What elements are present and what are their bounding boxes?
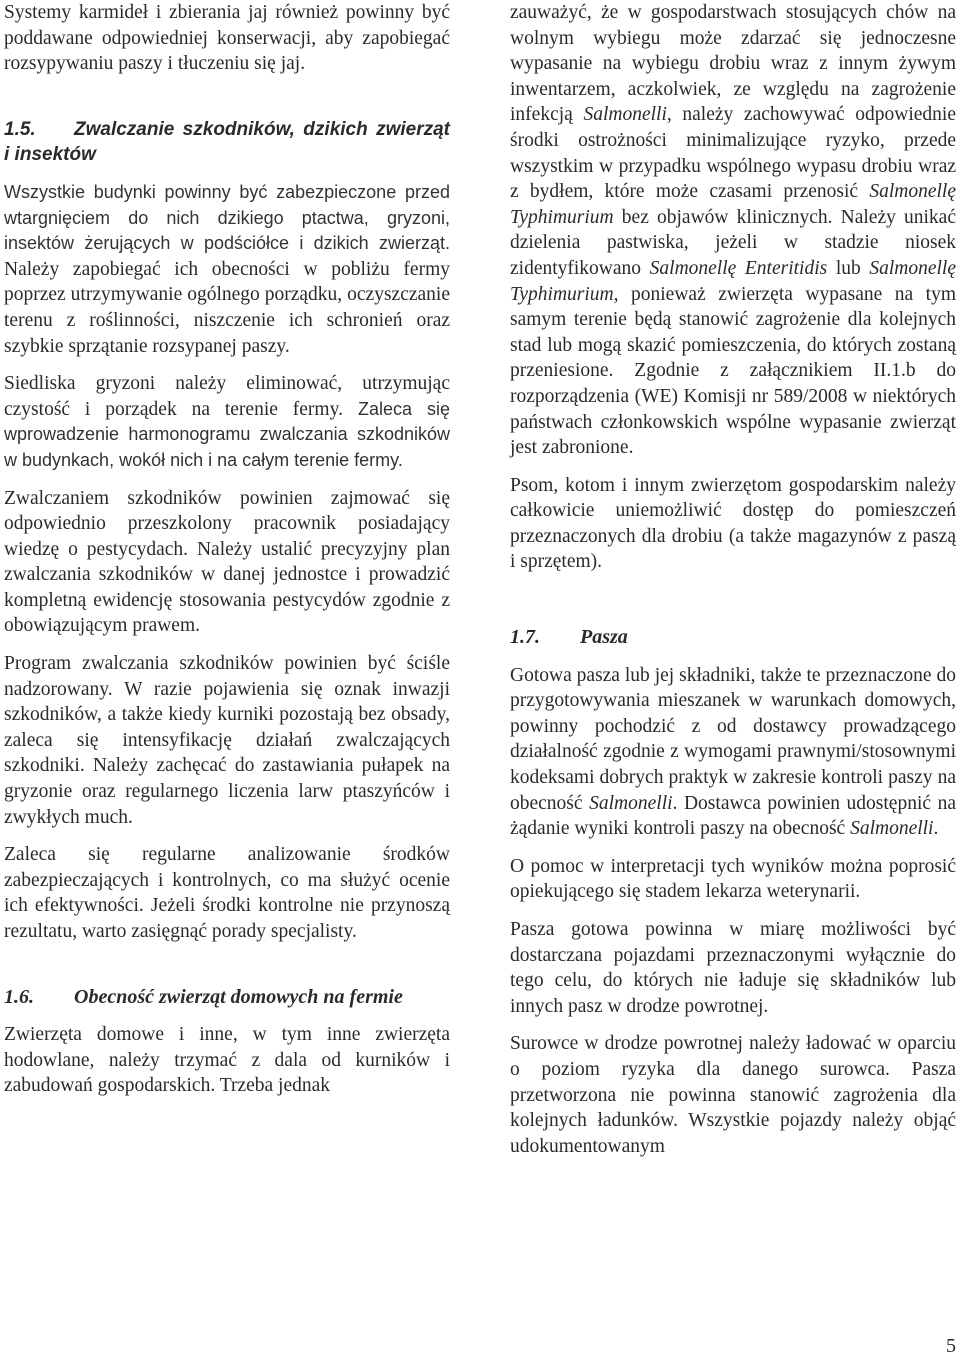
text-run: Pasza gotowa powinna w miarę możliwości być dostarczana pojazdami przeznaczonymi wyłącznie do tego celu, do których nie ładuje się składników lub innych pasz w drodze powrotnej. (510, 919, 956, 1017)
italic-term: Salmonelli (583, 104, 667, 126)
paragraph-free-range (510, 0, 956, 461)
text-run: bez objawów klinicznych. Należy unikać dzielenia pastwiska, jeżeli w stadzie niosek zidentyfikowano (510, 206, 956, 279)
text-run: Gotowa pasza lub jej składniki, także te przeznaczone do przygotowywania mieszanek w warunkach domowych, powinny pochodzić z od dostawcy prowadzącego działalność zgodnie z wymogami prawnymi/stosownymi kodeksami dobrych praktyk w zakresie kontroli paszy na obecność (510, 664, 956, 814)
section-heading-1-7 (510, 625, 956, 651)
text-run: Program zwalczania szkodników powinien być ściśle nadzorowany. (4, 653, 450, 700)
paragraph-feeders (4, 0, 450, 77)
section-title: Obecność zwierząt domowych na fermie (74, 985, 403, 1008)
right-column (510, 0, 956, 1171)
italic-term: Salmonelli (589, 792, 673, 814)
paragraph-program (4, 651, 450, 830)
paragraph-domestic-animals (4, 1022, 450, 1099)
paragraph-return-cargo (510, 1031, 956, 1159)
section-heading-1-6 (4, 985, 450, 1011)
text-run: Zwalczaniem szkodników powinien zajmować się odpowiednio przeszkolony pracownik posiadający wiedzę o pestycydach. (4, 487, 450, 560)
section-title: Zwalczanie szkodników, dzikich zwierząt i insektów (4, 118, 450, 166)
italic-term: Salmonellę Enteritidis (649, 257, 828, 279)
text-run: Jeżeli środki kontrolne nie przynoszą rezultatu, warto zasięgnąć porady specjalisty. (4, 895, 450, 942)
text-run: , ponieważ zwierzęta wypasane na tym samym terenie będą stanowić zagrożenie dla kolejnych stad lub mogą skazić pomieszczenia, do których zostaną przeniesione. Zgodnie z załącznikiem II.1.b do rozporządzenia (WE) Komisji nr 589/2008 w niektórych państwach członkowskich wspólne wypasanie zwierząt jest zabronione. (510, 283, 956, 459)
text-run: Zaleca się regularne analizowanie środków zabezpieczających i kontrolnych, co ma służyć ocenie ich efektywności. (4, 844, 450, 917)
text-run: Psom, kotom i innym zwierzętom gospodarskim należy całkowicie uniemożliwić dostęp do pomieszczeń przeznaczonych dla drobiu (a także magazynów z paszą i sprzętem). (510, 474, 956, 573)
text-run: Należy zapobiegać ich obecności w pobliżu fermy poprzez utrzymywanie ogólnego porządku, oczyszczanie terenu z roślinności, niszczenie ich schronień oraz szybkie sprzątanie rozsypanej paszy. (4, 258, 450, 357)
section-number: 1.6. (4, 985, 34, 1008)
text-run: . Dostawca powinien udostępnić na żądanie wyniki kontroli paszy na obecność (510, 792, 956, 840)
section-number: 1.7. (510, 626, 540, 649)
italic-term: Salmonellę Typhimurium (510, 181, 956, 228)
text-run: Trzeba jednak (215, 1075, 331, 1097)
text-run: , należy zachowywać odpowiednie środki ostrożności minimalizujące ryzyko, przede wszystkim w przypadku wspólnego wypasu drobiu wraz z bydłem, które może czasami przenosić (510, 104, 956, 203)
paragraph-feed-supplier (510, 663, 956, 842)
paragraph-buildings (4, 180, 450, 359)
left-column (4, 0, 450, 1111)
italic-term: Salmonellę Typhimurium (510, 257, 957, 305)
text-run: Należy zachęcać do zastawiania pułapek na gryzonie oraz regularnego liczenia larw ptaszyńców i zwykłych much. (4, 755, 450, 828)
paragraph-analysis (4, 842, 450, 944)
section-number: 1.5. (4, 118, 36, 140)
paragraph-pest-worker (4, 486, 450, 640)
text-run: Zwierzęta domowe i inne, w tym inne zwierzęta hodowlane, należy trzymać z dala od kurników i zabudowań gospodarskich. (4, 1024, 450, 1097)
text-run: Surowce w drodze powrotnej należy ładować w oparciu o poziom ryzyka dla danego surowca. (510, 1033, 956, 1080)
page-number: 5 (946, 1335, 956, 1357)
text-run: Systemy karmideł i zbierania jaj również powinny być poddawane odpowiedniej konserwacji, aby zapobiegać rozsypywaniu paszy i tłuczeniu się jaj. (4, 2, 450, 75)
text-run: W razie pojawienia się oznak inwazji szkodników, a także kiedy kurniki pozostają bez obsady, zaleca się intensyfikację działań zwalczających szkodniki. (4, 678, 450, 777)
section-title: Pasza (580, 626, 628, 649)
paragraph-transport (510, 917, 956, 1019)
text-run: O pomoc w interpretacji tych wyników można poprosić opiekującego się stadem lekarza weterynarii. (510, 855, 956, 903)
section-heading-1-5 (4, 117, 450, 168)
text-run: lub (827, 257, 870, 279)
text-run: Pasza przetworzona nie powinna stanowić zagrożenia dla kolejnych ładunków. Wszystkie pojazdy należy objąć udokumentowanym (510, 1058, 956, 1157)
text-run: Wszystkie budynki powinny być zabezpieczone przed wtargnięciem do nich dzikiego ptactwa, gryzoni, insektów żerujących w podściółce i dzikich zwierząt. (4, 181, 450, 254)
paragraph-vet-help (510, 854, 956, 905)
paragraph-rodents (4, 371, 450, 473)
text-run: . (933, 818, 939, 840)
italic-term: Salmonelli (850, 818, 934, 840)
text-run: Siedliska gryzoni należy eliminować, utrzymując czystość i porządek na terenie fermy. (4, 373, 450, 420)
text-run: Zaleca się wprowadzenie harmonogramu zwalczania szkodników w budynkach, wokół nich i na całym terenie fermy. (4, 398, 450, 470)
text-run: Należy ustalić precyzyjny plan zwalczania szkodników w danej jednostce i prowadzić kompletną ewidencję stosowania pestycydów zgodnie z obowiązującym prawem. (4, 538, 450, 637)
paragraph-pets (510, 473, 956, 575)
text-run: zauważyć, że w gospodarstwach stosujących chów na wolnym wybiegu może zdarzać się jednoczesne wypasanie na wybiegu drobiu wraz z innym żywym inwentarzem, aczkolwiek, ze względu na zagrożenie infekcją (510, 2, 956, 126)
